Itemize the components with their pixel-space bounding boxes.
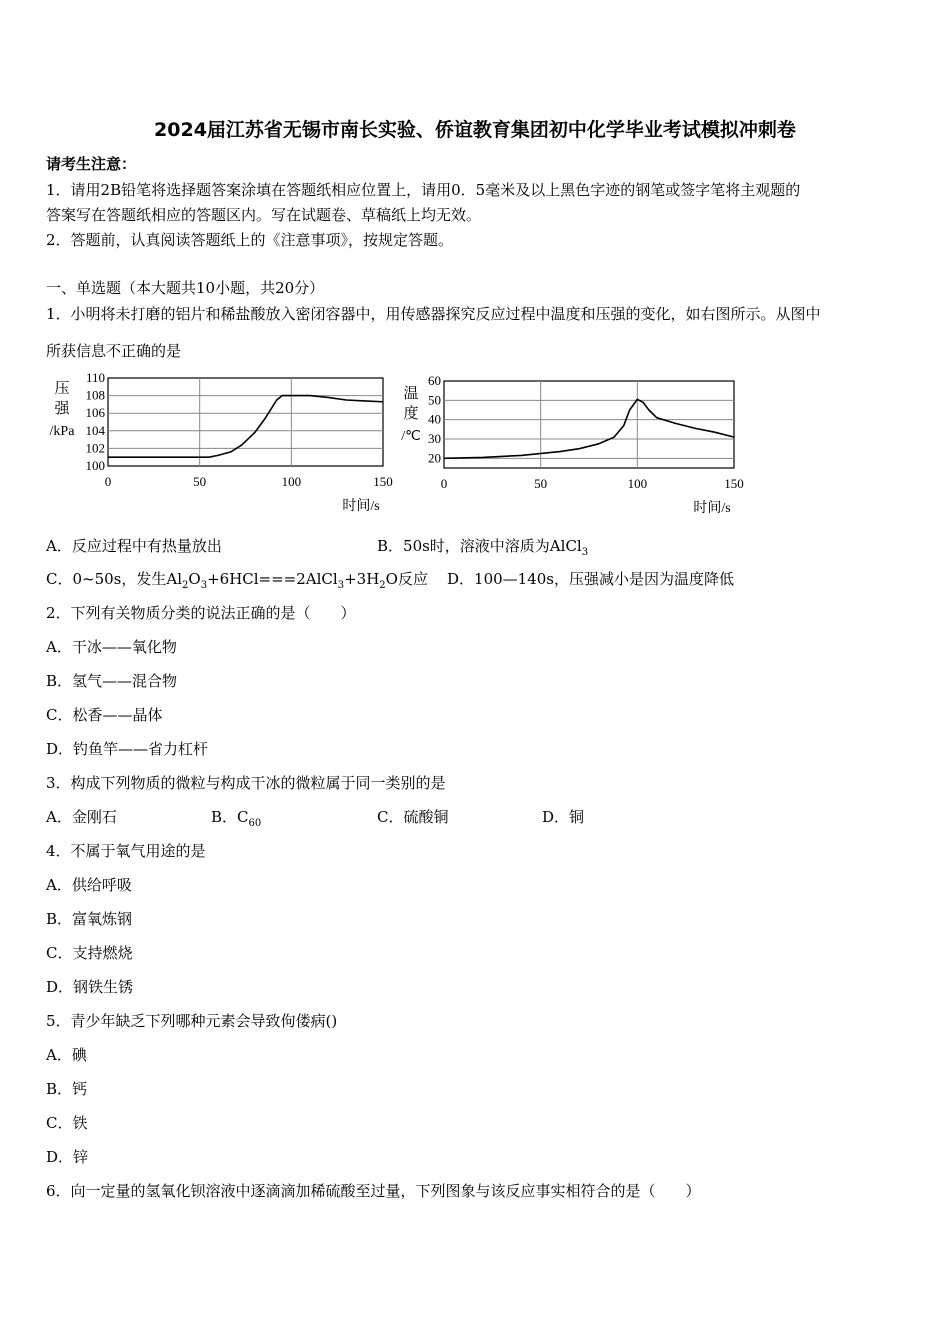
x-axis-label: 时间/s (342, 499, 380, 514)
y-tick-label: 106 (85, 405, 105, 421)
y-tick-label: 102 (85, 440, 105, 456)
y-tick-label: 108 (85, 387, 105, 403)
x-tick-label: 50 (534, 476, 548, 491)
y-tick-label: 50 (428, 392, 441, 408)
x-tick-label: 0 (440, 476, 448, 491)
page-title: 2024届江苏省无锡市南长实验、侨谊教育集团初中化学毕业考试模拟冲刺卷 (154, 119, 796, 141)
notice-line-2: 答案写在答题纸相应的答题区内。写在试题卷、草稿纸上均无效。 (46, 206, 482, 224)
q1-option-c: C．0~50s，发生$Al_2O_3+6HCl===2AlCl_3+3H_2O$反应 (46, 570, 428, 591)
notice-line-1: 1．请用2B铅笔将选择题答案涂填在答题纸相应位置上，请用0．5毫米及以上黑色字迹的钢笔或签字笔将主观题的 (46, 181, 801, 199)
x-tick-label: 150 (724, 476, 744, 491)
y-axis-unit: /℃ (401, 429, 421, 444)
plot-frame (444, 381, 734, 468)
x-axis-label: 时间/s (693, 501, 731, 516)
y-tick-label: 40 (428, 411, 441, 427)
x-tick-label: 100 (627, 476, 648, 491)
q4-option-d: D．钢铁生锈 (46, 978, 134, 996)
y-axis-label-char: 强 (54, 401, 70, 417)
q3-stem: 3．构成下列物质的微粒与构成干冰的微粒属于同一类别的是 (46, 774, 446, 792)
x-tick-label: 100 (281, 474, 302, 489)
x-tick-label: 0 (104, 474, 112, 489)
q1-stem-line1: 1．小明将未打磨的铝片和稀盐酸放入密闭容器中，用传感器探究反应过程中温度和压强的变化，如右图所示。从图中 (46, 305, 821, 323)
y-tick-label: 104 (85, 422, 105, 438)
q4-option-b: B．富氧炼钢 (46, 910, 133, 928)
x-tick-label: 150 (373, 474, 393, 489)
y-axis-label-char: 压 (54, 381, 70, 397)
x-tick-label: 50 (193, 474, 207, 489)
q4-option-a: A．供给呼吸 (46, 876, 132, 894)
q3-option-b: B．$C_{60}$ (211, 808, 262, 829)
q2-option-d: D．钓鱼竿——省力杠杆 (46, 740, 209, 758)
q4-option-c: C．支持燃烧 (46, 944, 133, 962)
q1-option-d: D．100—140s，压强减小是因为温度降低 (447, 570, 734, 588)
pressure-chart (40, 368, 400, 523)
q5-stem: 5．青少年缺乏下列哪种元素会导致佝偻病() (46, 1012, 338, 1030)
q5-option-d: D．锌 (46, 1148, 89, 1166)
plot-frame (108, 378, 383, 466)
q5-option-c: C．铁 (46, 1114, 88, 1132)
notice-line-3: 2．答题前，认真阅读答题纸上的《注意事项》，按规定答题。 (46, 231, 454, 249)
q5-option-b: B．钙 (46, 1080, 88, 1098)
y-axis-unit: /kPa (49, 424, 75, 439)
data-line (444, 399, 734, 458)
y-tick-label: 30 (428, 431, 441, 446)
y-tick-label: 100 (85, 458, 105, 473)
q3-option-a: A．金刚石 (46, 808, 117, 826)
y-tick-label: 20 (428, 450, 441, 466)
notice-header: 请考生注意： (46, 155, 137, 173)
q2-option-b: B．氢气——混合物 (46, 672, 178, 690)
q1-stem-line2: 所获信息不正确的是 (46, 342, 182, 360)
temperature-chart (395, 368, 755, 523)
q3-option-c: C．硫酸铜 (377, 808, 449, 826)
q1-option-b: B．50s时，溶液中溶质为AlCl$_3$ (377, 537, 589, 558)
q3-option-d: D．铜 (542, 808, 585, 826)
q6-stem: 6．向一定量的氢氧化钡溶液中逐滴滴加稀硫酸至过量，下列图象与该反应事实相符合的是（ ） (46, 1182, 701, 1200)
q1-option-a: A．反应过程中有热量放出 (46, 537, 222, 555)
q4-stem: 4．不属于氧气用途的是 (46, 842, 206, 860)
y-tick-label: 60 (428, 373, 441, 388)
y-axis-label-char: 温 (403, 386, 419, 402)
q2-option-c: C．松香——晶体 (46, 706, 163, 724)
y-tick-label: 110 (85, 370, 105, 385)
q2-stem: 2．下列有关物质分类的说法正确的是（ ） (46, 604, 356, 622)
section-heading: 一、单选题（本大题共10小题，共20分） (46, 279, 325, 297)
y-axis-label-char: 度 (403, 406, 419, 422)
q2-option-a: A．干冰——氧化物 (46, 638, 177, 656)
q5-option-a: A．碘 (46, 1046, 87, 1064)
